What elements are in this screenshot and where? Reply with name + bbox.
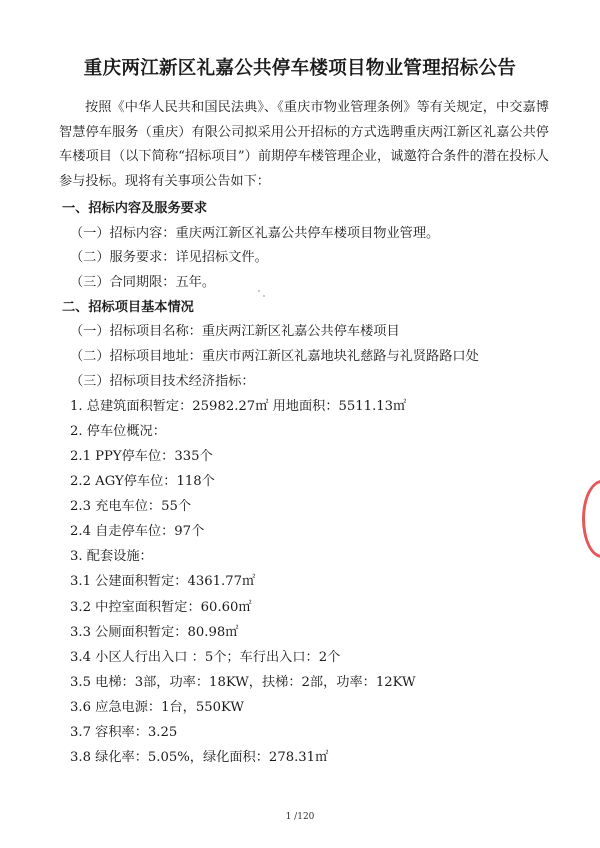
section2-item: （一）招标项目名称：重庆两江新区礼嘉公共停车楼项目 xyxy=(70,324,400,339)
indicator-line: 2.2 AGY停车位：118个 xyxy=(70,474,215,489)
section1-item: （三）合同期限：五年。 xyxy=(70,275,216,290)
section1-item: （一）招标内容：重庆两江新区礼嘉公共停车楼项目物业管理。 xyxy=(70,226,440,241)
indicator-line: 3. 配套设施： xyxy=(70,549,153,564)
indicator-line: 3.6 应急电源：1台，550KW xyxy=(70,700,244,715)
indicator-line: 2.3 充电车位：55个 xyxy=(70,499,192,514)
section2-item: （二）招标项目地址：重庆市两江新区礼嘉地块礼慈路与礼贤路路口处 xyxy=(70,349,479,364)
scan-speck xyxy=(263,295,265,297)
indicator-line: 3.2 中控室面积暂定：60.60㎡ xyxy=(70,600,252,615)
indicator-line: 3.8 绿化率：5.05%，绿化面积：278.31㎡ xyxy=(70,750,329,765)
indicator-line: 2.1 PPY停车位：335个 xyxy=(70,449,213,464)
scan-speck xyxy=(258,290,260,292)
section2-heading: 二、招标项目基本情况 xyxy=(62,300,194,315)
section2-item: （三）招标项目技术经济指标： xyxy=(70,374,255,389)
indicator-line: 3.5 电梯：3部，功率：18KW，扶梯：2部，功率：12KW xyxy=(70,675,416,690)
page-number: 1 /120 xyxy=(285,812,315,822)
indicator-line: 2. 停车位概况： xyxy=(70,424,166,439)
section1-heading: 一、招标内容及服务要求 xyxy=(62,201,208,216)
document-title: 重庆两江新区礼嘉公共停车楼项目物业管理招标公告 xyxy=(83,58,517,79)
indicator-line: 3.1 公建面积暂定：4361.77㎡ xyxy=(70,574,256,589)
intro-text: 按照《中华人民共和国民法典》、《重庆市物业管理条例》等有关规定，中交嘉博智慧停车服务（重庆）有限公司拟采用公开招标的方式选聘重庆两江新区礼嘉公共停车楼项目（以下简称“招标项目”）前期停车楼管理企业，诚邀符合条件的潜在投标人参与投标。现将有关事项公告如下： xyxy=(59,100,549,189)
indicator-line: 2.4 自走停车位：97个 xyxy=(70,524,205,539)
indicator-line: 3.3 公厕面积暂定：80.98㎡ xyxy=(70,625,239,640)
indicator-line: 1. 总建筑面积暂定：25982.27㎡ 用地面积：5511.13㎡ xyxy=(70,399,407,414)
section1-item: （二）服务要求：详见招标文件。 xyxy=(70,250,268,265)
indicator-line: 3.7 容积率：3.25 xyxy=(70,725,178,740)
indicator-line: 3.4 小区人行出入口 ：5个；车行出入口：2个 xyxy=(70,650,341,665)
